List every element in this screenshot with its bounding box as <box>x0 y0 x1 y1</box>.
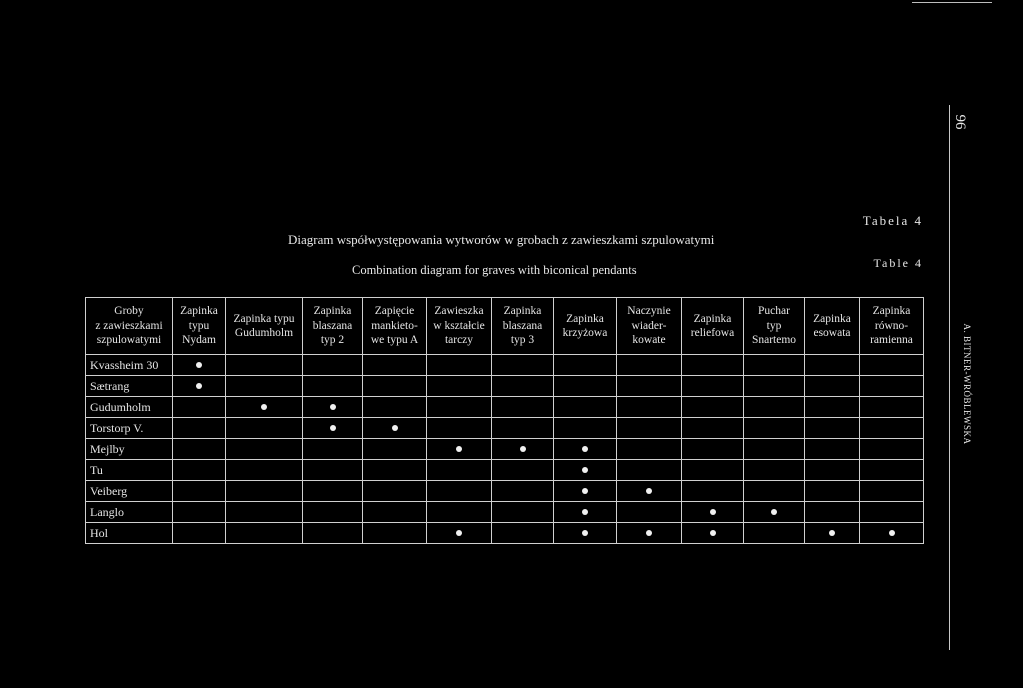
table-cell <box>617 439 682 460</box>
page-number: 96 <box>952 114 968 130</box>
table-cell <box>226 523 303 544</box>
table-cell <box>554 418 617 439</box>
table-cell <box>226 397 303 418</box>
table-cell <box>860 397 924 418</box>
table-cell <box>617 481 682 502</box>
table-cell <box>744 460 805 481</box>
table-cell <box>554 523 617 544</box>
table-cell <box>427 481 492 502</box>
table-cell <box>805 460 860 481</box>
presence-dot <box>771 509 777 515</box>
table-cell <box>303 376 363 397</box>
table-cell <box>682 481 744 502</box>
presence-dot <box>456 530 462 536</box>
presence-dot <box>582 530 588 536</box>
table-cell <box>554 355 617 376</box>
table-label-pl: Tabela 4 <box>862 213 923 228</box>
column-header: Zapinka reliefowa <box>682 298 744 355</box>
table-cell <box>492 376 554 397</box>
table-cell <box>617 460 682 481</box>
table-cell <box>805 502 860 523</box>
table-cell <box>492 481 554 502</box>
table-cell <box>173 481 226 502</box>
table-cell <box>682 376 744 397</box>
table-cell <box>744 355 805 376</box>
table-cell <box>492 355 554 376</box>
column-header: Zapinka typu Nydam <box>173 298 226 355</box>
presence-dot <box>646 488 652 494</box>
table-cell <box>554 376 617 397</box>
grave-name: Mejlby <box>86 439 173 460</box>
header-row <box>86 298 924 355</box>
grave-name: Langlo <box>86 502 173 523</box>
presence-dot <box>710 530 716 536</box>
table-cell <box>427 376 492 397</box>
column-header: Zapinka równo- ramienna <box>860 298 924 355</box>
table-cell <box>303 439 363 460</box>
table-cell <box>860 523 924 544</box>
table-row <box>86 418 924 439</box>
margin-rule <box>949 105 950 650</box>
table-cell <box>303 397 363 418</box>
table-cell <box>492 460 554 481</box>
table-cell <box>226 439 303 460</box>
table-cell <box>860 376 924 397</box>
presence-dot <box>710 509 716 515</box>
presence-dot <box>330 404 336 410</box>
table-cell <box>617 418 682 439</box>
table-cell <box>554 397 617 418</box>
table-row <box>86 502 924 523</box>
table-cell <box>427 460 492 481</box>
table-cell <box>682 502 744 523</box>
presence-dot <box>829 530 835 536</box>
table-cell <box>363 523 427 544</box>
title-en: Combination diagram for graves with biconical pendants <box>352 263 637 277</box>
presence-dot <box>456 446 462 452</box>
table-cell <box>860 355 924 376</box>
table-cell <box>554 481 617 502</box>
table-row <box>86 460 924 481</box>
table-cell <box>363 460 427 481</box>
table-cell <box>173 523 226 544</box>
presence-dot <box>261 404 267 410</box>
table-cell <box>617 502 682 523</box>
table-cell <box>303 481 363 502</box>
title-pl: Diagram współwystępowania wytworów w grobach z zawieszkami szpulowatymi <box>288 232 715 247</box>
presence-dot <box>582 467 588 473</box>
table-cell <box>554 460 617 481</box>
grave-name: Tu <box>86 460 173 481</box>
table-cell <box>492 439 554 460</box>
presence-dot <box>646 530 652 536</box>
column-header: Zapinka esowata <box>805 298 860 355</box>
grave-name: Torstorp V. <box>86 418 173 439</box>
table-cell <box>554 439 617 460</box>
table-row <box>86 397 924 418</box>
table-cell <box>860 481 924 502</box>
table-cell <box>617 355 682 376</box>
table-cell <box>492 523 554 544</box>
column-header: Zapinka blaszana typ 3 <box>492 298 554 355</box>
table-cell <box>860 439 924 460</box>
grave-name: Gudumholm <box>86 397 173 418</box>
table-cell <box>492 502 554 523</box>
table-cell <box>682 418 744 439</box>
presence-dot <box>582 488 588 494</box>
table-cell <box>173 355 226 376</box>
presence-dot <box>889 530 895 536</box>
table-cell <box>226 502 303 523</box>
table-cell <box>805 397 860 418</box>
grave-name: Sætrang <box>86 376 173 397</box>
column-header: Zapięcie mankieto- we typu A <box>363 298 427 355</box>
grave-name: Veiberg <box>86 481 173 502</box>
table-cell <box>744 439 805 460</box>
table-cell <box>226 481 303 502</box>
table-row <box>86 523 924 544</box>
table-cell <box>173 502 226 523</box>
table-cell <box>805 355 860 376</box>
column-header: Naczynie wiader- kowate <box>617 298 682 355</box>
table-cell <box>860 502 924 523</box>
column-header: Puchar typ Snartemo <box>744 298 805 355</box>
table-cell <box>492 397 554 418</box>
grave-name: Kvassheim 30 <box>86 355 173 376</box>
presence-dot <box>196 362 202 368</box>
combination-table <box>85 297 924 544</box>
table-cell <box>363 439 427 460</box>
presence-dot <box>196 383 202 389</box>
table-cell <box>805 481 860 502</box>
table-cell <box>427 397 492 418</box>
table-cell <box>682 355 744 376</box>
table-cell <box>173 376 226 397</box>
top-rule <box>912 2 992 3</box>
table-cell <box>744 418 805 439</box>
presence-dot <box>582 446 588 452</box>
table-row <box>86 376 924 397</box>
table-label-en: Table 4 <box>873 256 923 270</box>
table-cell <box>805 523 860 544</box>
column-header: Zawieszka w kształcie tarczy <box>427 298 492 355</box>
table-cell <box>860 418 924 439</box>
column-header: Zapinka krzyżowa <box>554 298 617 355</box>
table-cell <box>682 523 744 544</box>
table-row <box>86 355 924 376</box>
table-cell <box>617 376 682 397</box>
table-cell <box>173 397 226 418</box>
table-cell <box>427 502 492 523</box>
table-cell <box>363 397 427 418</box>
table-row <box>86 439 924 460</box>
table-cell <box>363 355 427 376</box>
presence-dot <box>330 425 336 431</box>
table-cell <box>173 418 226 439</box>
table-cell <box>363 418 427 439</box>
table-cell <box>554 502 617 523</box>
table-cell <box>805 418 860 439</box>
column-header: Zapinka typu Gudumholm <box>226 298 303 355</box>
table-cell <box>617 523 682 544</box>
table-cell <box>303 460 363 481</box>
table-cell <box>744 376 805 397</box>
table-cell <box>173 460 226 481</box>
table-cell <box>363 376 427 397</box>
table-cell <box>805 439 860 460</box>
table-cell <box>226 460 303 481</box>
table-cell <box>427 523 492 544</box>
table-cell <box>744 481 805 502</box>
table-cell <box>226 355 303 376</box>
table-cell <box>682 460 744 481</box>
table-cell <box>427 355 492 376</box>
column-header: Zapinka blaszana typ 2 <box>303 298 363 355</box>
column-header-graves: Groby z zawieszkami szpulowatymi <box>86 298 173 355</box>
grave-name: Hol <box>86 523 173 544</box>
table-cell <box>682 397 744 418</box>
table-cell <box>744 523 805 544</box>
table-cell <box>617 397 682 418</box>
table-cell <box>427 439 492 460</box>
presence-dot <box>392 425 398 431</box>
table-cell <box>744 502 805 523</box>
table-cell <box>363 481 427 502</box>
table-cell <box>682 439 744 460</box>
table-cell <box>427 418 492 439</box>
running-head: A. BITNER-WRÓBLEWSKA <box>962 323 972 445</box>
table-cell <box>303 418 363 439</box>
table-cell <box>363 502 427 523</box>
table-cell <box>303 502 363 523</box>
table-cell <box>805 376 860 397</box>
presence-dot <box>582 509 588 515</box>
table-row <box>86 481 924 502</box>
presence-dot <box>520 446 526 452</box>
table-cell <box>860 460 924 481</box>
table-cell <box>492 418 554 439</box>
table-cell <box>303 523 363 544</box>
table-cell <box>226 418 303 439</box>
table-cell <box>173 439 226 460</box>
table-cell <box>226 376 303 397</box>
table-cell <box>303 355 363 376</box>
table-cell <box>744 397 805 418</box>
